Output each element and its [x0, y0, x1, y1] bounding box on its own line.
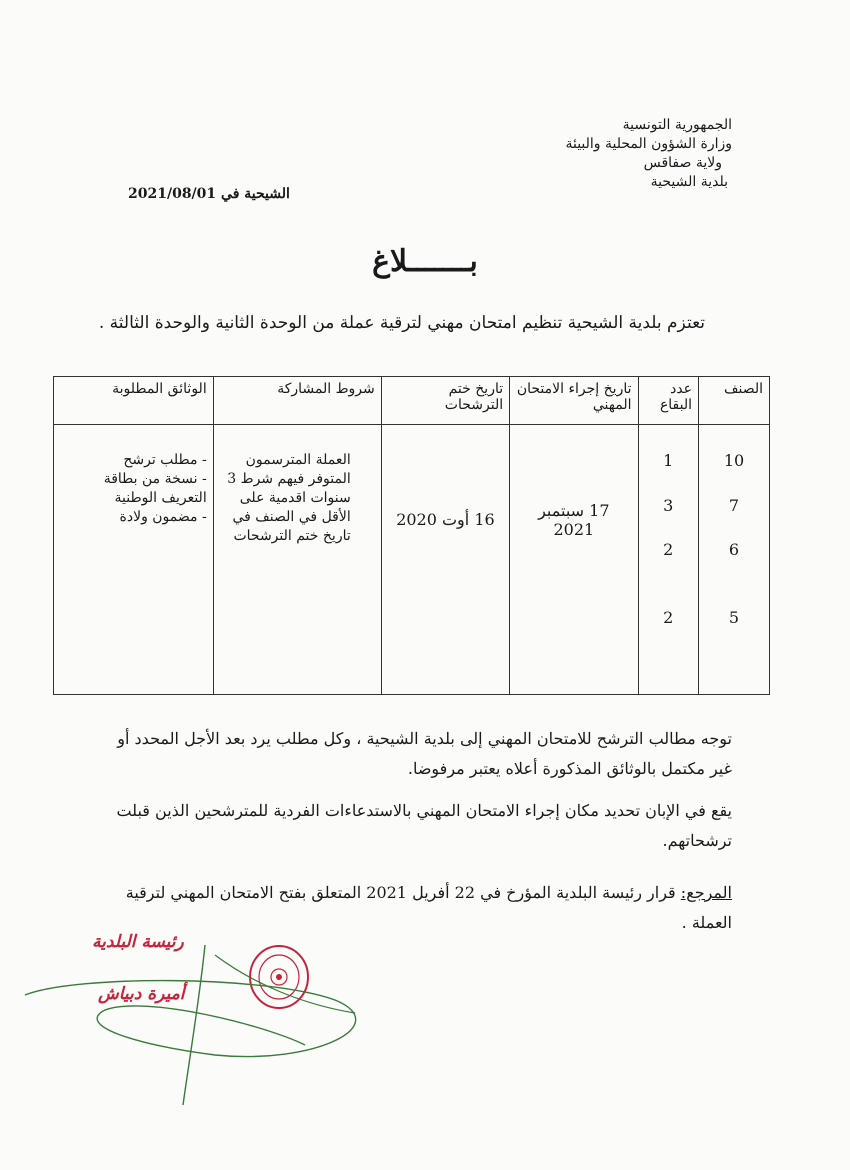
- header-exam-date: تاريخ إجراء الامتحان المهني: [510, 377, 638, 425]
- seats-value: 3: [663, 496, 674, 515]
- document-title: بـــــــلاغ: [372, 244, 478, 279]
- grade-value: 10: [723, 451, 745, 470]
- header-documents: الوثائق المطلوبة: [54, 377, 214, 425]
- exam-date-cell: [510, 425, 638, 695]
- grades-cell: [699, 425, 770, 695]
- deadline-cell: [381, 425, 509, 695]
- seats-value: 2: [663, 608, 674, 627]
- signature-name: أميرة دبياش: [98, 984, 185, 1004]
- exam-date: 17 سبتمبر 2021: [538, 500, 610, 539]
- seats-value: 2: [663, 540, 674, 559]
- conditions-text: العملة المترسمون المتوفر فيهم شرط 3 سنوات اقدمية على الأقل في الصنف في تاريخ ختم الترشحات: [227, 452, 351, 544]
- table-row: [54, 425, 770, 695]
- document-item: - مضمون ولادة: [119, 509, 207, 525]
- header-seats: عدد البقاع: [638, 377, 699, 425]
- signature-title: رئيسة البلدية: [92, 932, 184, 952]
- date-line: الشيحية في 2021/08/01: [128, 186, 290, 202]
- conditions-cell: [213, 425, 381, 695]
- venue-paragraph: يقع في الإبان تحديد مكان إجراء الامتحان المهني بالاستدعاءات الفردية للمترشحين الذين قبلت ترشحاتهم.: [116, 801, 732, 850]
- submission-paragraph: توجه مطالب الترشح للامتحان المهني إلى بلدية الشيحية ، وكل مطلب يرد بعد الأجل المحدد أو غير مكتمل بالوثائق المذكورة أعلاه يعتبر مرفوضا.: [117, 729, 732, 778]
- letterhead: [565, 116, 732, 192]
- header-conditions: شروط المشاركة: [213, 377, 381, 425]
- header-grade: الصنف: [699, 377, 770, 425]
- letterhead-line: الجمهورية التونسية: [622, 117, 732, 133]
- table-header-row: [54, 377, 770, 425]
- header-deadline: تاريخ ختم الترشحات: [381, 377, 509, 425]
- reference-text: قرار رئيسة البلدية المؤرخ في 22 أفريل 2021 المتعلق بفتح الامتحان المهني لترقية العملة .: [125, 883, 732, 932]
- grade-value: 5: [728, 608, 740, 627]
- exam-table: [53, 376, 770, 695]
- grade-value: 6: [728, 540, 740, 559]
- handwritten-signature: [15, 915, 435, 1115]
- seats-value: 1: [663, 451, 674, 470]
- reference-label: المرجع:: [680, 883, 732, 902]
- letterhead-line: بلدية الشيحية: [650, 174, 728, 190]
- letterhead-line: ولاية صفاقس: [643, 155, 722, 171]
- document-item: - مطلب ترشح: [123, 452, 207, 468]
- documents-cell: [54, 425, 214, 695]
- document-item: - نسخة من بطاقة التعريف الوطنية: [103, 471, 207, 506]
- letterhead-line: وزارة الشؤون المحلية والبيئة: [565, 136, 732, 152]
- grade-value: 7: [728, 496, 740, 515]
- seats-cell: [638, 425, 699, 695]
- deadline-date: 16 أوت 2020: [396, 510, 495, 529]
- intro-text: تعتزم بلدية الشيحية تنظيم امتحان مهني لترقية عملة من الوحدة الثانية والوحدة الثالثة .: [98, 313, 705, 333]
